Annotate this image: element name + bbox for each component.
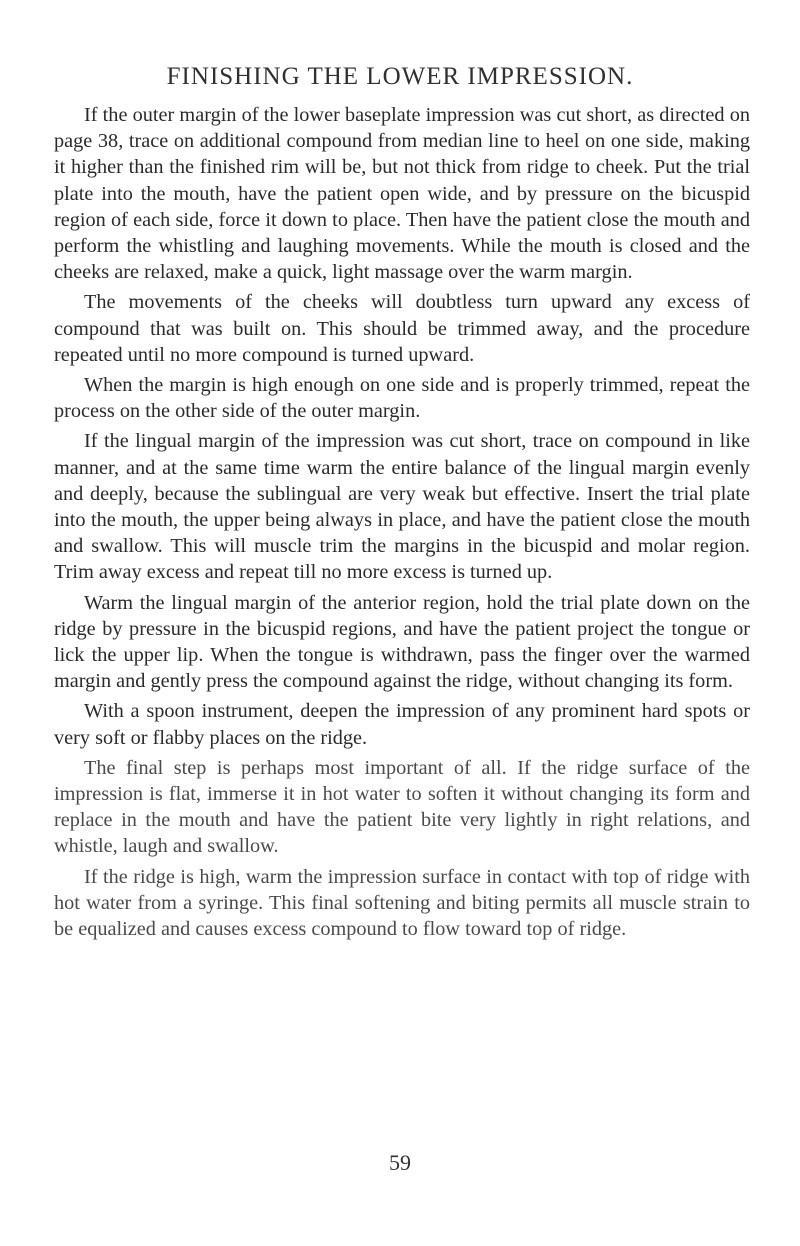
paragraph: When the margin is high enough on one side and is properly trimmed, repeat the process on the other side of the outer margin. <box>54 374 750 423</box>
paragraph: Warm the lingual margin of the anterior region, hold the trial plate down on the ridge by pressure in the bicuspid regions, and have the patient project the tongue or lick the upper lip. When the tongue is withdrawn, pass the finger over the warmed margin and gently press the compound against the ridge, without changing its form. <box>54 591 750 693</box>
paragraph: With a spoon instrument, deepen the impression of any prominent hard spots or very soft or flabby places on the ridge. <box>54 700 750 749</box>
body-text <box>54 102 750 946</box>
paragraph: The movements of the cheeks will doubtless turn upward any excess of compound that was built on. This should be trimmed away, and the procedure repeated until no more compound is turned upward. <box>54 291 750 366</box>
page-number: 59 <box>389 1150 411 1175</box>
running-head: FINISHING THE LOWER IMPRESSION. <box>166 63 634 90</box>
paragraph: If the ridge is high, warm the impression surface in contact with top of ridge with hot water from a syringe. This final softening and biting permits all muscle strain to be equalized and causes excess compound to flow toward top of ridge. <box>54 865 750 941</box>
paragraph: The final step is perhaps most important of all. If the ridge surface of the impression is flat, immerse it in hot water to soften it without changing its form and replace in the mouth and have the patient bite very lightly in right relations, and whistle, laugh and swallow. <box>54 756 750 858</box>
paragraph: If the lingual margin of the impression was cut short, trace on compound in like manner, and at the same time warm the entire balance of the lingual margin evenly and deeply, because the sublingual are very weak but effective. Insert the trial plate into the mouth, the upper being always in place, and have the patient close the mouth and swallow. This will muscle trim the margins in the bicuspid and molar region. Trim away excess and repeat till no more excess is turned up. <box>54 430 750 584</box>
paragraph: If the outer margin of the lower baseplate impression was cut short, as directed on page 38, trace on additional compound from median line to heel on one side, making it higher than the finished rim will be, but not thick from ridge to cheek. Put the trial plate into the mouth, have the patient open wide, and by pressure on the bicuspid region of each side, force it down to place. Then have the patient close the mouth and perform the whistling and laughing movements. While the mouth is closed and the cheeks are relaxed, make a quick, light massage over the warm margin. <box>54 104 750 284</box>
